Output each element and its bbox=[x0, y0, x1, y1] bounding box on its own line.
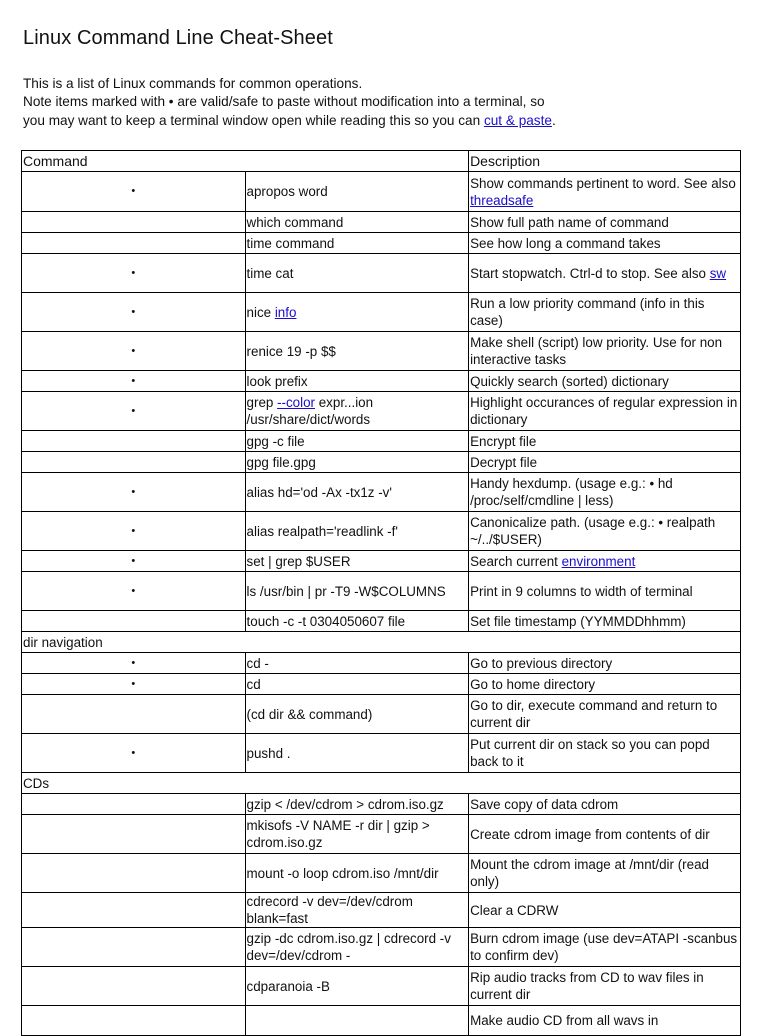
table-row bbox=[22, 695, 741, 734]
intro-text bbox=[23, 75, 753, 130]
description-cell bbox=[469, 431, 741, 452]
description-text: Run a low priority command (info in this case) bbox=[470, 296, 705, 328]
command-text: touch -c -t 0304050607 file bbox=[246, 613, 406, 629]
description-cell bbox=[469, 293, 741, 332]
bullet-marker bbox=[22, 212, 246, 233]
command-cell bbox=[245, 254, 469, 293]
table-row bbox=[22, 233, 741, 254]
table-row bbox=[22, 967, 741, 1006]
command-cell bbox=[245, 371, 469, 392]
command-cell bbox=[245, 473, 469, 512]
description-link-threadsafe[interactable]: threadsafe bbox=[470, 192, 534, 208]
command-text: which command bbox=[246, 214, 344, 230]
command-cell bbox=[245, 967, 469, 1006]
description-text: Go to previous directory bbox=[470, 655, 613, 671]
bullet-marker bbox=[22, 695, 246, 734]
table-row bbox=[22, 674, 741, 695]
description-text: Show full path name of command bbox=[470, 214, 669, 230]
command-text: nice bbox=[246, 304, 275, 320]
description-cell bbox=[469, 572, 741, 611]
command-text: set | grep $USER bbox=[246, 553, 351, 569]
bullet-marker bbox=[22, 233, 246, 254]
command-column-header: Command bbox=[22, 151, 469, 172]
command-cell bbox=[245, 572, 469, 611]
cut-and-paste-link[interactable]: cut & paste bbox=[483, 112, 552, 128]
bullet-marker: • bbox=[22, 392, 246, 431]
description-cell bbox=[469, 254, 741, 293]
command-cell bbox=[245, 551, 469, 572]
description-text: Rip audio tracks from CD to wav files in current dir bbox=[470, 970, 704, 1002]
command-cell bbox=[245, 233, 469, 254]
bullet-marker: • bbox=[22, 512, 246, 551]
intro-line-2: Note items marked with • are valid/safe to paste without modification into a terminal, so bbox=[23, 94, 545, 110]
command-text: apropos word bbox=[246, 184, 328, 199]
description-text: Set file timestamp (YYMMDDhhmm) bbox=[470, 613, 686, 629]
command-text: cd - bbox=[246, 655, 269, 671]
command-cell bbox=[245, 392, 469, 431]
bullet-marker: • bbox=[22, 293, 246, 332]
bullet-marker bbox=[22, 854, 246, 893]
bullet-marker: • bbox=[22, 674, 246, 695]
description-column-header: Description bbox=[469, 151, 741, 172]
command-text: gzip -dc cdrom.iso.gz | cdrecord -v dev=/dev/cdrom - bbox=[246, 931, 451, 963]
command-text: gzip < /dev/cdrom > cdrom.iso.gz bbox=[246, 796, 444, 812]
table-row bbox=[22, 512, 741, 551]
description-text: Show commands pertinent to word. See also bbox=[470, 175, 736, 191]
description-text: Make audio CD from all wavs in bbox=[470, 1013, 659, 1028]
description-text: Make shell (script) low priority. Use for non interactive tasks bbox=[470, 335, 723, 367]
command-cell bbox=[245, 695, 469, 734]
command-text: (cd dir && command) bbox=[246, 706, 373, 722]
command-cell bbox=[245, 1006, 469, 1036]
description-text: Clear a CDRW bbox=[470, 902, 559, 918]
description-text: Create cdrom image from contents of dir bbox=[470, 826, 710, 842]
table-row bbox=[22, 172, 741, 212]
description-cell bbox=[469, 371, 741, 392]
command-cell bbox=[245, 212, 469, 233]
table-row bbox=[22, 332, 741, 371]
table-header-row bbox=[22, 151, 741, 172]
command-text: ls /usr/bin | pr -T9 -W$COLUMNS bbox=[246, 583, 446, 599]
description-cell bbox=[469, 392, 741, 431]
intro-line-3-end: . bbox=[551, 112, 556, 128]
description-cell bbox=[469, 794, 741, 815]
bullet-marker bbox=[22, 967, 246, 1006]
command-cell bbox=[245, 512, 469, 551]
command-text: pushd . bbox=[246, 745, 291, 761]
description-text: Mount the cdrom image at /mnt/dir (read only) bbox=[470, 857, 709, 889]
command-cell bbox=[245, 452, 469, 473]
page-title: Linux Command Line Cheat-Sheet bbox=[23, 27, 333, 49]
command-cell bbox=[245, 893, 469, 928]
bullet-marker: • bbox=[22, 371, 246, 392]
bullet-marker: • bbox=[22, 572, 246, 611]
bullet-marker bbox=[22, 452, 246, 473]
description-text: Canonicalize path. (usage e.g.: • realpath ~/../$USER) bbox=[470, 515, 716, 547]
description-cell bbox=[469, 212, 741, 233]
bullet-marker bbox=[22, 815, 246, 854]
description-cell bbox=[469, 854, 741, 893]
table-row bbox=[22, 572, 741, 611]
command-text: cdrecord -v dev=/dev/cdrom blank=fast bbox=[246, 894, 413, 926]
bullet-marker: • bbox=[22, 172, 246, 212]
table-row bbox=[22, 293, 741, 332]
table-row bbox=[22, 551, 741, 572]
command-link-info[interactable]: info bbox=[274, 304, 297, 320]
table-row bbox=[22, 431, 741, 452]
command-cell bbox=[245, 431, 469, 452]
description-cell bbox=[469, 734, 741, 773]
description-cell bbox=[469, 551, 741, 572]
description-cell bbox=[469, 611, 741, 632]
description-link-sw[interactable]: sw bbox=[709, 265, 727, 281]
bullet-marker bbox=[22, 431, 246, 452]
command-cell bbox=[245, 293, 469, 332]
description-text: Go to dir, execute command and return to current dir bbox=[470, 698, 718, 730]
bullet-marker: • bbox=[22, 254, 246, 293]
description-cell bbox=[469, 233, 741, 254]
command-link-color[interactable]: --color bbox=[277, 395, 316, 410]
command-text: gpg file.gpg bbox=[246, 454, 316, 470]
command-text: look prefix bbox=[246, 373, 308, 389]
description-cell bbox=[469, 815, 741, 854]
description-cell bbox=[469, 967, 741, 1006]
description-text: Encrypt file bbox=[470, 433, 537, 449]
table-row bbox=[22, 1006, 741, 1036]
section-row bbox=[22, 773, 741, 794]
bullet-marker: • bbox=[22, 473, 246, 512]
table-row bbox=[22, 212, 741, 233]
description-text: Start stopwatch. Ctrl-d to stop. See also bbox=[470, 265, 710, 281]
description-text: Go to home directory bbox=[470, 676, 596, 692]
description-cell bbox=[469, 473, 741, 512]
command-text: cd bbox=[246, 676, 261, 692]
command-cell bbox=[245, 794, 469, 815]
description-cell bbox=[469, 332, 741, 371]
description-text: Highlight occurances of regular expression in dictionary bbox=[470, 395, 738, 427]
table-row bbox=[22, 794, 741, 815]
command-text: grep bbox=[246, 395, 278, 410]
command-cell bbox=[245, 928, 469, 967]
description-cell bbox=[469, 172, 741, 212]
command-cell bbox=[245, 332, 469, 371]
description-text: Search current bbox=[470, 553, 562, 569]
bullet-marker: • bbox=[22, 551, 246, 572]
description-cell bbox=[469, 452, 741, 473]
bullet-marker bbox=[22, 1006, 246, 1036]
description-cell bbox=[469, 512, 741, 551]
bullet-marker: • bbox=[22, 734, 246, 773]
bullet-marker: • bbox=[22, 332, 246, 371]
bullet-marker: • bbox=[22, 653, 246, 674]
command-table-body bbox=[22, 151, 741, 1036]
description-link-environment[interactable]: environment bbox=[561, 553, 636, 569]
description-text: Decrypt file bbox=[470, 454, 538, 470]
command-cell bbox=[245, 854, 469, 893]
command-text: alias realpath='readlink -f' bbox=[246, 523, 398, 539]
description-cell bbox=[469, 674, 741, 695]
command-text: gpg -c file bbox=[246, 433, 305, 449]
command-text-cont: expr...ion /usr/share/dict/words bbox=[246, 395, 374, 427]
command-text: cdparanoia -B bbox=[246, 978, 330, 994]
description-text: Put current dir on stack so you can popd back to it bbox=[470, 737, 710, 769]
table-row bbox=[22, 254, 741, 293]
table-row bbox=[22, 452, 741, 473]
intro-line-1: This is a list of Linux commands for common operations. bbox=[23, 76, 363, 91]
description-text: Print in 9 columns to width of terminal bbox=[470, 583, 693, 599]
command-cell bbox=[245, 611, 469, 632]
description-cell bbox=[469, 1006, 741, 1036]
command-cell bbox=[245, 734, 469, 773]
table-row bbox=[22, 611, 741, 632]
command-text: renice 19 -p $$ bbox=[246, 343, 336, 359]
section-cds: CDs bbox=[22, 773, 741, 794]
command-cell bbox=[245, 653, 469, 674]
description-cell bbox=[469, 695, 741, 734]
section-dir-navigation: dir navigation bbox=[22, 632, 741, 653]
intro-line-3-text: you may want to keep a terminal window open while reading this so you can bbox=[23, 112, 484, 128]
table-row bbox=[22, 815, 741, 854]
command-text: mount -o loop cdrom.iso /mnt/dir bbox=[246, 865, 439, 881]
command-text: mkisofs -V NAME -r dir | gzip > cdrom.iso.gz bbox=[246, 818, 430, 850]
table-row bbox=[22, 734, 741, 773]
section-row bbox=[22, 632, 741, 653]
description-text: Handy hexdump. (usage e.g.: • hd /proc/self/cmdline | less) bbox=[470, 476, 673, 508]
command-text: alias hd='od -Ax -tx1z -v' bbox=[246, 484, 392, 500]
command-table bbox=[21, 150, 741, 1036]
description-cell bbox=[469, 653, 741, 674]
bullet-marker bbox=[22, 928, 246, 967]
table-row bbox=[22, 653, 741, 674]
table-row bbox=[22, 854, 741, 893]
command-text: time cat bbox=[246, 265, 294, 281]
command-cell bbox=[245, 815, 469, 854]
bullet-marker bbox=[22, 893, 246, 928]
intro-line-3 bbox=[23, 112, 753, 130]
table-row bbox=[22, 928, 741, 967]
table-row bbox=[22, 473, 741, 512]
command-cell bbox=[245, 674, 469, 695]
description-text: Save copy of data cdrom bbox=[470, 796, 619, 812]
description-text: Quickly search (sorted) dictionary bbox=[470, 373, 669, 389]
command-text: time command bbox=[246, 235, 335, 251]
bullet-marker bbox=[22, 794, 246, 815]
description-text: Burn cdrom image (use dev=ATAPI -scanbus to confirm dev) bbox=[470, 931, 738, 963]
table-row bbox=[22, 371, 741, 392]
table-row bbox=[22, 392, 741, 431]
table-row bbox=[22, 893, 741, 928]
command-cell bbox=[245, 172, 469, 212]
description-cell bbox=[469, 928, 741, 967]
bullet-marker bbox=[22, 611, 246, 632]
description-text: See how long a command takes bbox=[470, 235, 661, 251]
description-cell bbox=[469, 893, 741, 928]
